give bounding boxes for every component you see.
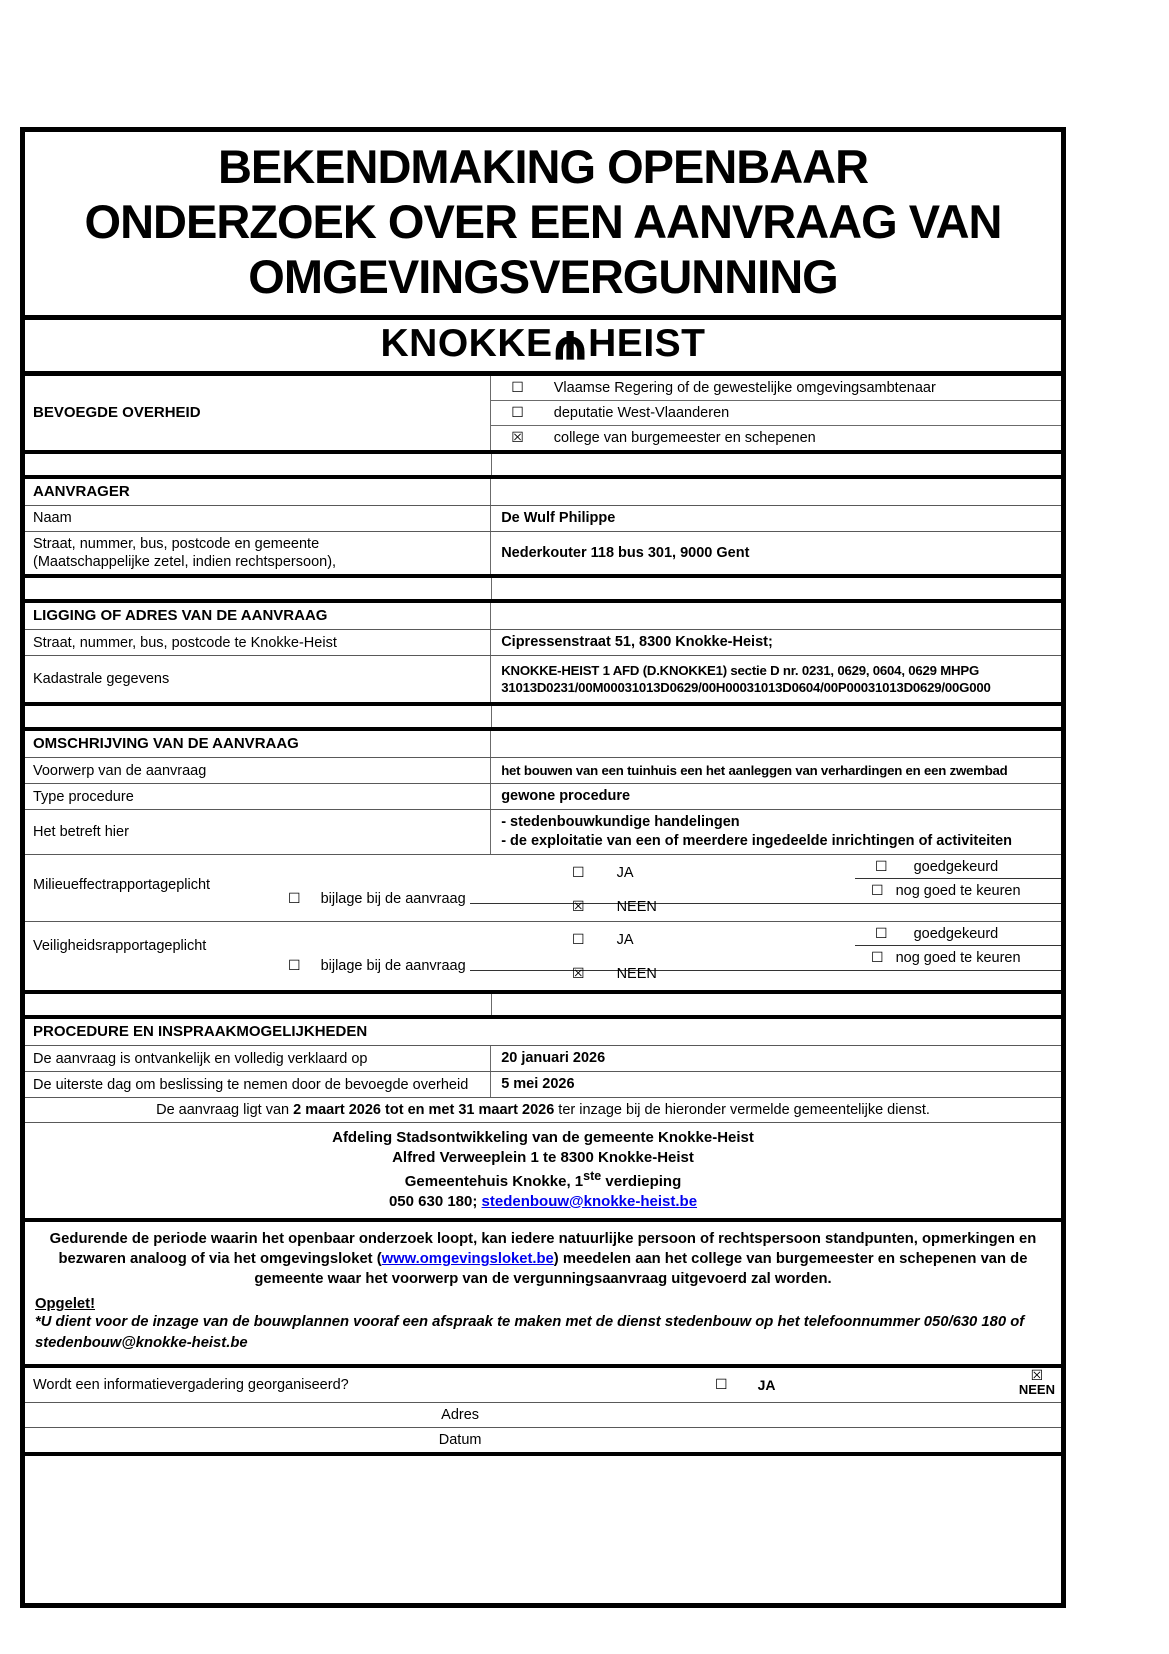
ontvankelijk-label: De aanvraag is ontvankelijk en volledig verklaard op [25, 1046, 491, 1071]
aanvrager-header: AANVRAGER [25, 479, 491, 505]
afspraak-notitie: *U dient voor de inzage van de bouwplannen vooraf een afspraak te maken met de dienst stedenbouw op het telefoonnummer 050/630 180 of stedenbouw@knokke-heist.be [35, 1314, 1025, 1351]
inzage-period: 2 maart 2026 tot en met 31 maart 2026 [293, 1102, 555, 1119]
naam-value: De Wulf Philippe [501, 510, 616, 527]
section-aanvrager [25, 479, 1061, 578]
uiterste-dag-value: 5 mei 2026 [501, 1076, 575, 1093]
checkbox-milieu-neen: ☒ [572, 899, 585, 916]
row-adres [25, 1403, 1061, 1428]
contact-locatie: Gemeentehuis Knokke, 1ste verdieping [404, 1168, 682, 1190]
divider-line [470, 970, 856, 971]
type-procedure-label: Type procedure [25, 784, 491, 809]
betreft-value: - stedenbouwkundige handelingen - de exploitatie van een of meerdere ingedeelde inrichtingen of activiteiten [501, 814, 1013, 850]
checkbox-info-neen: ☒ [1030, 1367, 1044, 1384]
ligging-straat-label: Straat, nummer, bus, postcode te Knokke-Heist [25, 630, 491, 655]
veiligheid-nog-goed: ☐ nog goed te keuren [855, 946, 1061, 971]
checkbox-college: ☒ [511, 429, 524, 446]
adres-label: Adres [441, 1406, 480, 1423]
bevoegde-overheid-label: BEVOEGDE OVERHEID [25, 376, 491, 450]
ligging-header: LIGGING OF ADRES VAN DE AANVRAAG [25, 603, 491, 629]
checkbox-veiligheid-nog-goed: ☐ [871, 950, 884, 967]
document-title [25, 132, 1061, 320]
kadaster-label: Kadastrale gegevens [25, 656, 491, 702]
contact-email-link[interactable]: stedenbouw@knokke-heist.be [481, 1192, 698, 1210]
row-ontvankelijk [25, 1045, 1061, 1071]
betreft-label: Het betreft hier [25, 810, 491, 854]
section-procedure [25, 1019, 1061, 1222]
option-label: deputatie West-Vlaanderen [553, 404, 730, 421]
title-line-1: BEKENDMAKING OPENBAAR [217, 140, 869, 193]
opgelet-label: Opgelet! [35, 1296, 96, 1313]
empty-area [25, 1456, 1061, 1603]
row-naam [25, 505, 1061, 531]
logo-text-left: KNOKKE [380, 321, 553, 365]
veiligheid-bijlage: ☐ bijlage bij de aanvraag [288, 958, 466, 975]
checkbox-vlaamse-regering: ☐ [511, 379, 524, 396]
checkbox-veiligheid-bijlage: ☐ [288, 958, 301, 975]
checkbox-milieu-nog-goed: ☐ [871, 883, 884, 900]
row-voorwerp [25, 757, 1061, 783]
option-college [491, 425, 1061, 450]
row-datum [25, 1428, 1061, 1456]
title-line-2: ONDERZOEK OVER EEN AANVRAAG VAN [84, 194, 1002, 248]
knokke-heist-logo [25, 320, 1061, 376]
veiligheid-label: Veiligheidsrapportageplicht [33, 938, 207, 955]
procedure-header: PROCEDURE EN INSPRAAKMOGELIJKHEDEN [33, 1022, 368, 1040]
checkbox-milieu-ja: ☐ [572, 865, 585, 882]
informatievergadering-ja: ☐ JA [715, 1376, 776, 1393]
ligging-straat-value: Cipressenstraat 51, 8300 Knokke-Heist; [501, 634, 773, 651]
section-bezwaar [25, 1222, 1061, 1367]
knokke-heist-bird-icon: Ψ [553, 320, 588, 366]
informatievergadering-label: Wordt een informatievergadering georganiseerd? [33, 1376, 349, 1393]
row-uiterste-dag [25, 1071, 1061, 1097]
section-omschrijving [25, 731, 1061, 994]
row-veiligheidsrapportageplicht [25, 921, 1061, 990]
row-betreft [25, 809, 1061, 854]
section-divider [25, 578, 1061, 603]
checkbox-milieu-goedgekeurd: ☐ [875, 859, 888, 876]
uiterste-dag-label: De uiterste dag om beslissing te nemen door de bevoegde overheid [25, 1072, 491, 1097]
milieu-label: Milieueffectrapportageplicht [33, 877, 211, 894]
aanvrager-adres-value: Nederkouter 118 bus 301, 9000 Gent [501, 544, 750, 561]
milieu-goedgekeurd: ☐ goedgekeurd [855, 855, 1061, 879]
row-type-procedure [25, 783, 1061, 809]
row-aanvrager-adres [25, 531, 1061, 574]
option-vlaamse-regering [491, 376, 1061, 400]
contact-dienst: Afdeling Stadsontwikkeling van de gemeente Knokke-Heist [332, 1129, 754, 1147]
row-inzage: De aanvraag ligt van 2 maart 2026 tot en met 31 maart 2026 ter inzage bij de hieronder vermelde gemeentelijke dienst. [25, 1097, 1061, 1122]
informatievergadering-neen: ☒ NEEN [1018, 1367, 1055, 1397]
milieu-ja: ☐ JA [572, 865, 634, 882]
type-procedure-value: gewone procedure [501, 788, 631, 805]
row-ligging-straat [25, 629, 1061, 655]
option-label: Vlaamse Regering of de gewestelijke omgevingsambtenaar [553, 379, 936, 396]
milieu-bijlage: ☐ bijlage bij de aanvraag [288, 891, 466, 908]
contact-block [25, 1122, 1061, 1218]
option-label: college van burgemeester en schepenen [553, 429, 816, 446]
veiligheid-neen: ☒ NEEN [572, 966, 657, 983]
checkbox-veiligheid-goedgekeurd: ☐ [875, 926, 888, 943]
milieu-neen: ☒ NEEN [572, 899, 657, 916]
aanvrager-adres-label: Straat, nummer, bus, postcode en gemeente (Maatschappelijke zetel, indien rechtspersoon), [25, 532, 491, 574]
checkbox-deputatie: ☐ [511, 404, 524, 421]
contact-telefoon: 050 630 180; stedenbouw@knokke-heist.be [388, 1192, 698, 1210]
omschrijving-header: OMSCHRIJVING VAN DE AANVRAAG [25, 731, 491, 757]
section-divider [25, 994, 1061, 1019]
checkbox-veiligheid-ja: ☐ [572, 932, 585, 949]
section-divider [25, 454, 1061, 479]
veiligheid-ja: ☐ JA [572, 932, 634, 949]
title-line-3: OMGEVINGSVERGUNNING [248, 249, 838, 303]
milieu-nog-goed: ☐ nog goed te keuren [855, 879, 1061, 904]
option-deputatie [491, 400, 1061, 425]
omgevingsloket-link[interactable]: www.omgevingsloket.be [381, 1251, 554, 1268]
voorwerp-value: het bouwen van een tuinhuis een het aanleggen van verhardingen en een zwembad [501, 763, 1008, 779]
announcement-document [20, 127, 1066, 1608]
checkbox-veiligheid-neen: ☒ [572, 966, 585, 983]
section-ligging [25, 603, 1061, 706]
section-bevoegde-overheid [25, 376, 1061, 454]
row-milieueffectrapportageplicht [25, 854, 1061, 921]
voorwerp-label: Voorwerp van de aanvraag [25, 758, 491, 783]
ontvankelijk-value: 20 januari 2026 [501, 1050, 606, 1067]
veiligheid-goedgekeurd: ☐ goedgekeurd [855, 922, 1061, 946]
checkbox-milieu-bijlage: ☐ [288, 891, 301, 908]
logo-text-right: HEIST [588, 321, 706, 365]
naam-label: Naam [25, 506, 491, 531]
section-divider [25, 706, 1061, 731]
checkbox-info-ja: ☐ [715, 1376, 728, 1393]
row-kadaster [25, 655, 1061, 702]
divider-line [470, 903, 856, 904]
contact-adres: Alfred Verweeplein 1 te 8300 Knokke-Heist [392, 1149, 694, 1166]
bezwaar-paragraaf: Gedurende de periode waarin het openbaar onderzoek loopt, kan iedere natuurlijke persoon of rechtspersoon standpunten, opmerkingen en bezwaren analoog of via het omgevingsloket (www.omgevingsloket.be) meedelen aan het college van burgemeester en schepenen van de gemeente waar het voorwerp van de vergunningsaanvraag uitgevoerd zal worden. [49, 1231, 1037, 1288]
datum-label: Datum [438, 1431, 482, 1448]
kadaster-value: KNOKKE-HEIST 1 AFD (D.KNOKKE1) sectie D nr. 0231, 0629, 0604, 0629 MHPG 31013D0231/00M00031013D0629/00H00031013D0604/00P00031013D0629/00G000 [501, 663, 991, 696]
row-informatievergadering [25, 1368, 1061, 1403]
